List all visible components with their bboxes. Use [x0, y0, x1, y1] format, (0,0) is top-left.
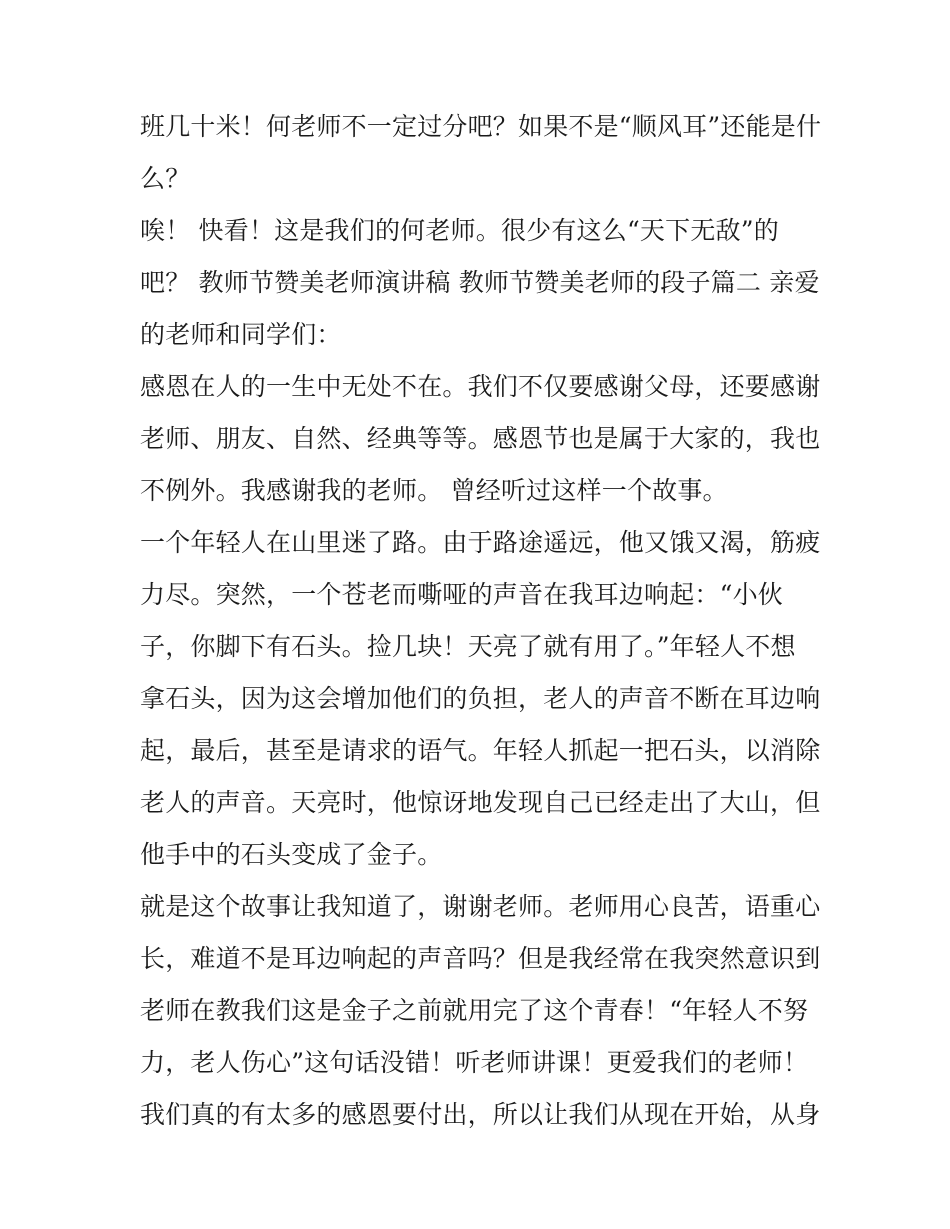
text-line: 唉！ 快看！这是我们的何老师。很少有这么“天下无敌”的 [140, 216, 779, 245]
text-line: 老人的声音。天亮时，他惊讶地发现自己已经走出了大山，但 [140, 788, 821, 817]
text-line: 的老师和同学们： [140, 320, 342, 349]
text-line: 力，老人伤心”这句话没错！听老师讲课！更爱我们的老师！ [140, 1048, 809, 1077]
text-line: 感恩在人的一生中无处不在。我们不仅要感谢父母，还要感谢 [140, 372, 821, 401]
text-line: 老师在教我们这是金子之前就用完了这个青春！“年轻人不努 [140, 996, 809, 1025]
text-line: 子，你脚下有石头。捡几块！天亮了就有用了。”年轻人不想 [140, 632, 796, 661]
text-line: 么？ [140, 164, 191, 193]
text-line: 我们真的有太多的感恩要付出，所以让我们从现在开始，从身 [140, 1100, 821, 1129]
text-line: 长，难道不是耳边响起的声音吗？但是我经常在我突然意识到 [140, 944, 821, 973]
text-line: 老师、朋友、自然、经典等等。感恩节也是属于大家的，我也 [140, 424, 821, 453]
text-line: 就是这个故事让我知道了，谢谢老师。老师用心良苦，语重心 [140, 892, 821, 921]
text-line: 拿石头，因为这会增加他们的负担，老人的声音不断在耳边响 [140, 684, 821, 713]
text-line: 起，最后，甚至是请求的语气。年轻人抓起一把石头，以消除 [140, 736, 821, 765]
text-line: 他手中的石头变成了金子。 [140, 840, 443, 869]
text-line: 不例外。我感谢我的老师。 曾经听过这样一个故事。 [140, 476, 728, 505]
text-line: 一个年轻人在山里迷了路。由于路途遥远，他又饿又渴，筋疲 [140, 528, 821, 557]
text-line: 班几十米！何老师不一定过分吧？如果不是“顺风耳”还能是什 [140, 112, 822, 141]
text-line: 吧？ 教师节赞美老师演讲稿 教师节赞美老师的段子篇二 亲爱 [140, 268, 820, 297]
text-line: 力尽。突然，一个苍老而嘶哑的声音在我耳边响起：“小伙 [140, 580, 783, 609]
